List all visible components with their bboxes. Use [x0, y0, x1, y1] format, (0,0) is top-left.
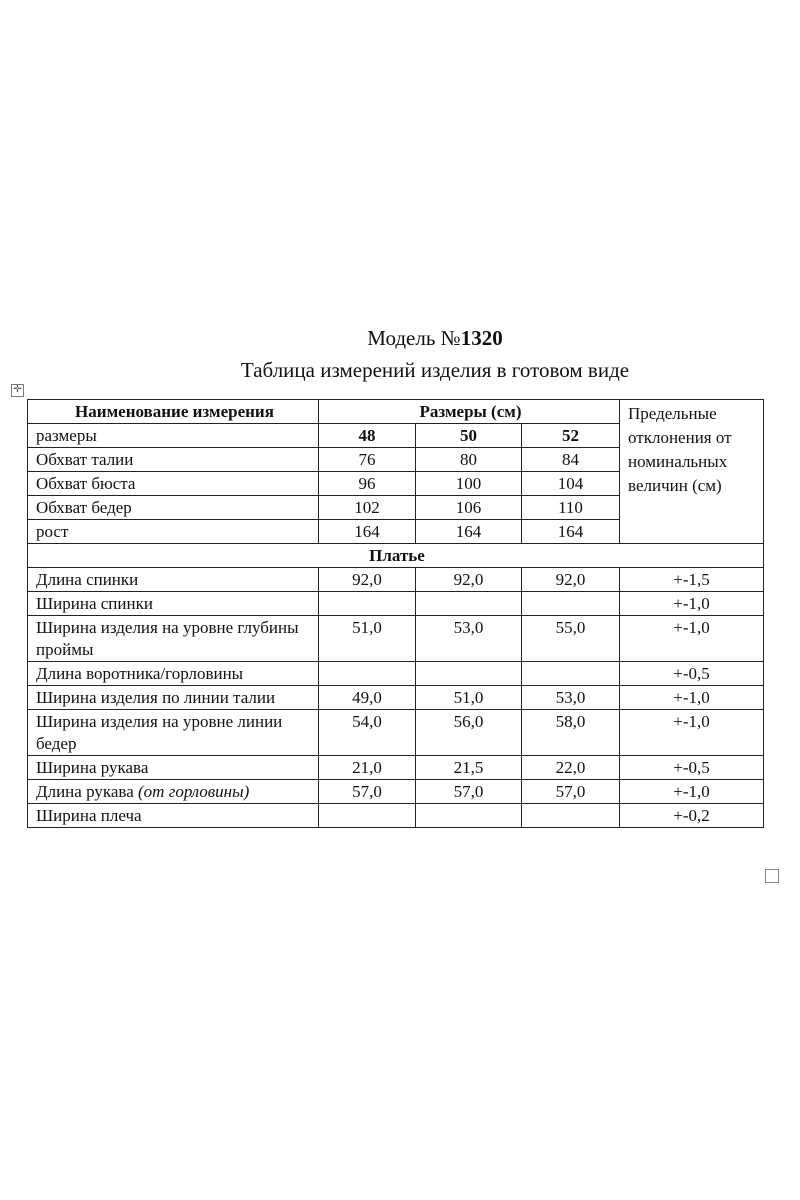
value-52: 92,0: [522, 568, 620, 592]
tolerance-value: +-0,5: [620, 756, 764, 780]
measurement-label: Обхват талии: [28, 448, 319, 472]
measurement-label-text: Ширина изделия на уровне глубины проймы: [36, 618, 299, 659]
measurement-label: [28, 756, 319, 780]
measurement-label: [28, 568, 319, 592]
tolerance-value: +-1,0: [620, 686, 764, 710]
tolerance-value: +-0,2: [620, 804, 764, 828]
value-48: 57,0: [319, 780, 416, 804]
value-48: [319, 804, 416, 828]
value-52: 58,0: [522, 710, 620, 756]
measurement-label: [28, 616, 319, 662]
table-row: [28, 686, 764, 710]
measurement-label: [28, 804, 319, 828]
measurement-label-text: Ширина изделия по линии талии: [36, 688, 276, 707]
measurement-label: размеры: [28, 424, 319, 448]
measurement-label: [28, 686, 319, 710]
tolerance-value: +-1,5: [620, 568, 764, 592]
section-row: [28, 544, 764, 568]
measurement-label: [28, 780, 319, 804]
value-50: 164: [416, 520, 522, 544]
measurement-label-text: Ширина спинки: [36, 594, 153, 613]
value-50: [416, 592, 522, 616]
measurements-table: [27, 399, 764, 828]
value-48: 21,0: [319, 756, 416, 780]
table-row: [28, 616, 764, 662]
value-52: [522, 804, 620, 828]
value-52: 104: [522, 472, 620, 496]
tolerance-value: +-1,0: [620, 780, 764, 804]
value-52: 110: [522, 496, 620, 520]
tolerance-value: +-0,5: [620, 662, 764, 686]
model-number: 1320: [460, 326, 503, 350]
measurement-label-text: Ширина рукава: [36, 758, 149, 777]
value-52: 84: [522, 448, 620, 472]
value-50: 92,0: [416, 568, 522, 592]
value-50: 100: [416, 472, 522, 496]
page-subtitle: Таблица измерений изделия в готовом виде: [240, 358, 630, 382]
value-52: 55,0: [522, 616, 620, 662]
table-row: [28, 804, 764, 828]
measurement-label: [28, 662, 319, 686]
value-48: 102: [319, 496, 416, 520]
value-50: 57,0: [416, 780, 522, 804]
table-row: [28, 592, 764, 616]
value-52: [522, 592, 620, 616]
table-row: [28, 756, 764, 780]
header-tolerance: Предельные отклонения от номинальных величин (см): [620, 400, 764, 544]
value-52: [522, 662, 620, 686]
measurement-label: [28, 592, 319, 616]
table-row: [28, 568, 764, 592]
value-48: 76: [319, 448, 416, 472]
value-50: 56,0: [416, 710, 522, 756]
measurement-label: Обхват бедер: [28, 496, 319, 520]
header-name: Наименование измерения: [28, 400, 319, 424]
measurement-label-text: Ширина плеча: [36, 806, 142, 825]
section-title: Платье: [28, 544, 764, 568]
measurement-label-note: (от горловины): [138, 782, 250, 801]
value-48: 164: [319, 520, 416, 544]
resize-icon[interactable]: [765, 869, 779, 883]
value-48: 92,0: [319, 568, 416, 592]
model-title-prefix: Модель №: [367, 326, 461, 350]
value-48: 96: [319, 472, 416, 496]
value-48: 54,0: [319, 710, 416, 756]
table-header-row: [28, 400, 764, 424]
value-50: 80: [416, 448, 522, 472]
value-50: [416, 662, 522, 686]
measurement-label: Обхват бюста: [28, 472, 319, 496]
value-52: 53,0: [522, 686, 620, 710]
measurement-label: рост: [28, 520, 319, 544]
value-48: 49,0: [319, 686, 416, 710]
value-50: 50: [416, 424, 522, 448]
table-row: [28, 662, 764, 686]
header-sizes: Размеры (см): [319, 400, 620, 424]
measurement-label-text: Ширина изделия на уровне линии бедер: [36, 712, 283, 753]
value-52: 52: [522, 424, 620, 448]
value-50: [416, 804, 522, 828]
model-title: [0, 326, 800, 351]
value-48: [319, 662, 416, 686]
table-row: [28, 780, 764, 804]
value-48: 51,0: [319, 616, 416, 662]
measurement-label-text: Длина спинки: [36, 570, 139, 589]
tolerance-value: +-1,0: [620, 710, 764, 756]
value-48: [319, 592, 416, 616]
measurement-label-text: Длина рукава: [36, 782, 134, 801]
tolerance-value: +-1,0: [620, 616, 764, 662]
value-52: 57,0: [522, 780, 620, 804]
value-50: 106: [416, 496, 522, 520]
tolerance-value: +-1,0: [620, 592, 764, 616]
value-48: 48: [319, 424, 416, 448]
value-50: 21,5: [416, 756, 522, 780]
table-row: [28, 710, 764, 756]
value-50: 53,0: [416, 616, 522, 662]
value-52: 164: [522, 520, 620, 544]
value-50: 51,0: [416, 686, 522, 710]
measurement-label: [28, 710, 319, 756]
move-icon[interactable]: ✛: [11, 384, 24, 397]
value-52: 22,0: [522, 756, 620, 780]
measurement-label-text: Длина воротника/горловины: [36, 664, 244, 683]
